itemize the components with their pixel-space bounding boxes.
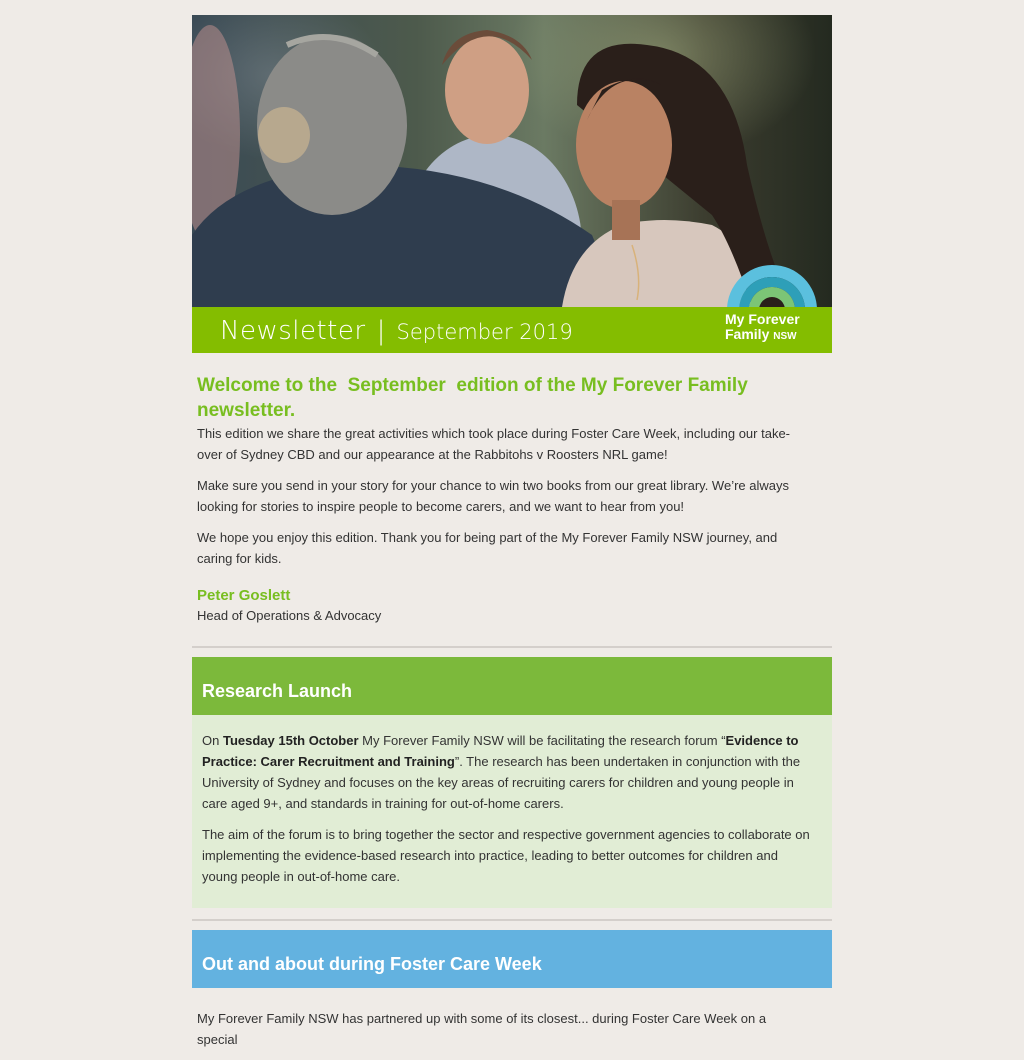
logo-line-2: Family xyxy=(725,326,770,342)
intro-section xyxy=(192,353,832,623)
signer-name: Peter Goslett xyxy=(197,587,291,604)
banner-title: Newsletter xyxy=(220,316,366,346)
foster-care-week-title: Out and about during Foster Care Week xyxy=(202,954,542,974)
intro-paragraph-3: We hope you enjoy this edition. Thank you for being part of the My Forever Family NSW journey, and caring for kids. xyxy=(197,530,778,566)
banner-separator: | xyxy=(376,316,386,346)
brand-logo-text xyxy=(725,312,800,344)
logo-line-1: My Forever xyxy=(725,311,800,327)
intro-paragraph-1: This edition we share the great activities which took place during Foster Care Week, including our take-over of Sydney CBD and our appearance at the Rabbitohs v Roosters NRL game! xyxy=(197,426,790,462)
research-date: Tuesday 15th October xyxy=(222,733,359,748)
intro-paragraph-2: Make sure you send in your story for your chance to win two books from our great library. We’re always looking for stories to inspire people to become carers, and we want to hear from you! xyxy=(197,478,789,514)
welcome-heading: Welcome to the September edition of the My Forever Family newsletter. xyxy=(197,375,754,421)
signer-role: Head of Operations & Advocacy xyxy=(197,608,382,623)
foster-paragraph-1: My Forever Family NSW has partnered up with some of its closest... during Foster Care Week on a special xyxy=(197,1011,767,1047)
rainbow-arch-logo-icon xyxy=(722,255,822,307)
research-launch-body xyxy=(192,715,832,908)
research-launch-header xyxy=(192,657,832,715)
banner-date: September 2019 xyxy=(396,320,573,344)
hero-photo xyxy=(192,15,832,307)
research-launch-title: Research Launch xyxy=(202,681,353,701)
research-forum-title: Evidence to Practice: Carer Recruitment and Training xyxy=(202,733,799,769)
research-paragraph-1: On Tuesday 15th October My Forever Family NSW will be facilitating the research forum “Evidence to Practice: Carer Recruitment and Training”. The research has been undertaken in conjunction with the University of Sydney and focuses on the key areas of recruiting carers for children and young people in care aged 9+, and standards in training for out-of-home carers. xyxy=(202,733,801,811)
newsletter-container xyxy=(192,15,832,1060)
foster-care-week-header xyxy=(192,930,832,988)
logo-line-3: NSW xyxy=(773,331,797,342)
research-paragraph-2: The aim of the forum is to bring together the sector and respective government agencies to collaborate on implementing the evidence-based research into practice, leading to better outcomes for children and young people in out-of-home care. xyxy=(202,827,810,884)
